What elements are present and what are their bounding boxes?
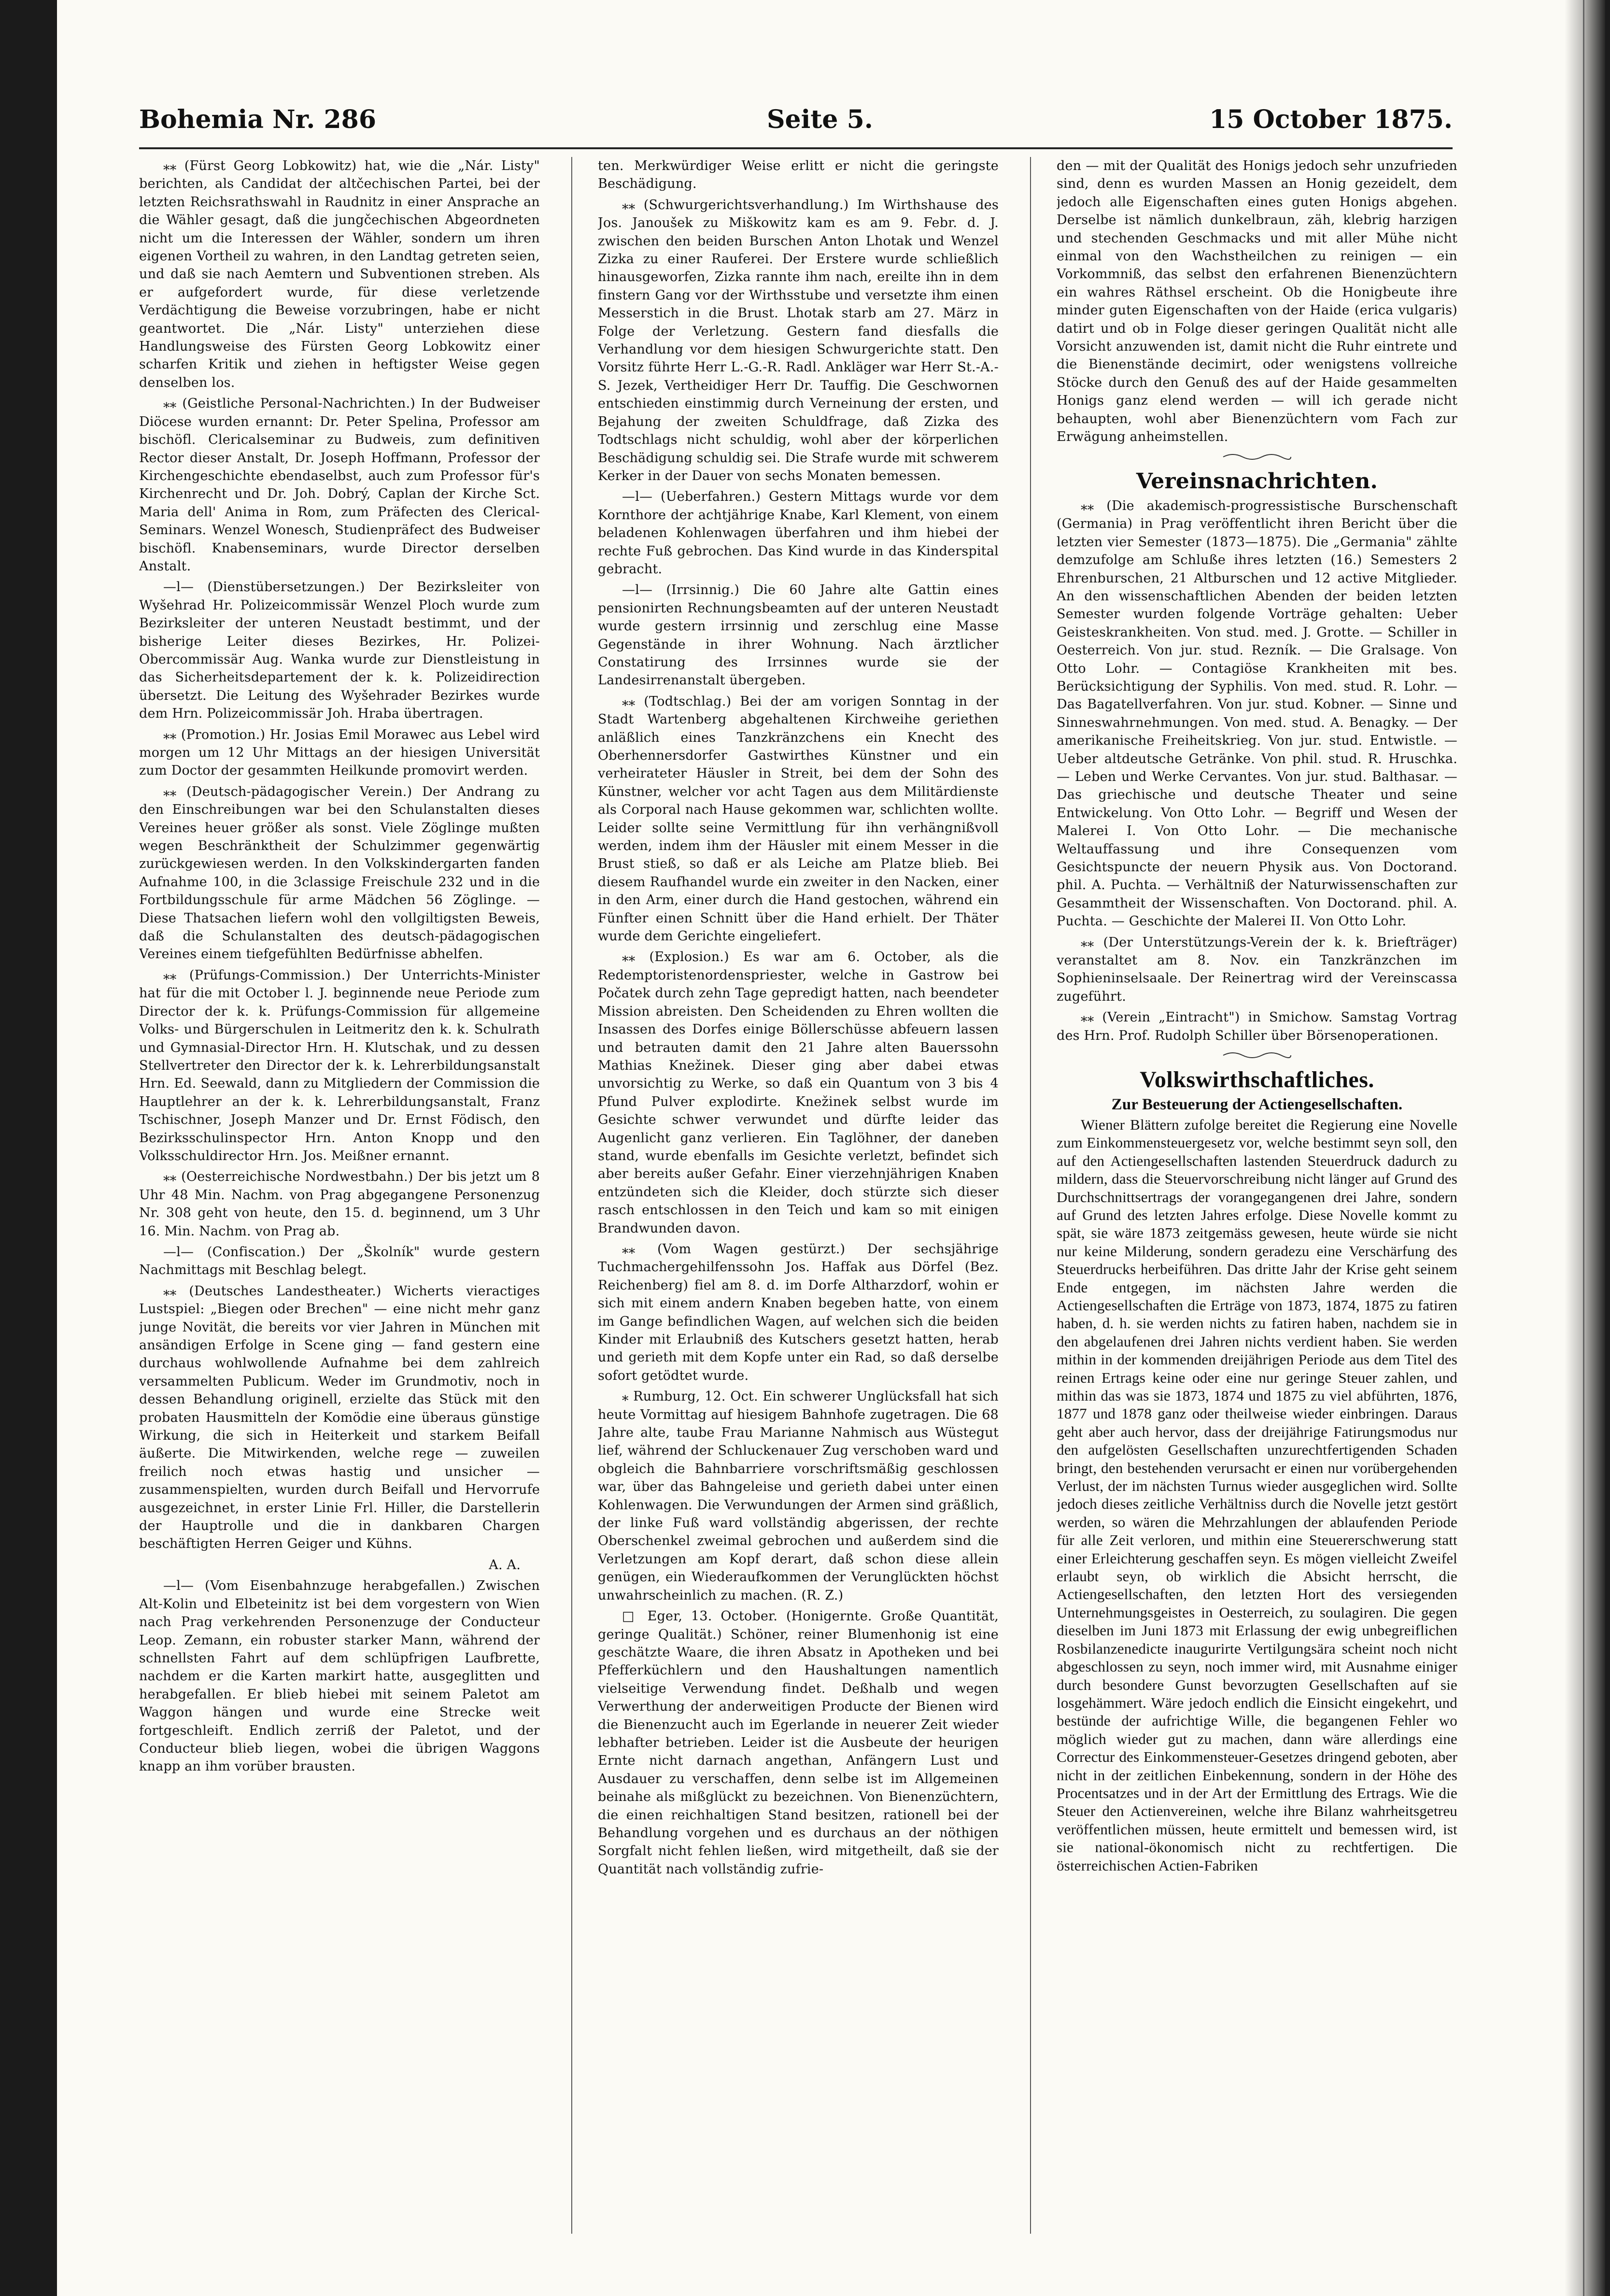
- article-honig-continuation: den — mit der Qualität des Honigs jedoch sehr unzufrieden sind, denn es wurden Massen an Honig gezeidelt, dem jedoch alle Eigenschaften eines guten Honigs abgehen. Derselbe ist nämlich dunkelbraun, zäh, klebrig harzigen und stechenden Geschmacks und mit aller Mühe nicht einmal von den Wachstheilchen zu reinigen — ein Vorkommniß, das selbst den erfahrenen Bienenzüchtern ein wahres Räthsel erscheint. Ob die Honigbeute ihre minder guten Eigenschaften von der Haide (erica vulgaris) datirt und ob in Folge dieser geringen Qualität nicht alle Vorsicht anzuwenden ist, damit nicht die Ruhr eintrete und die Bienenstände decimirt, oder wenigstens vollreiche Stöcke durch den Genuß des auf der Haide gesammelten Honigs ganz elend werden — will ich gerade nicht behaupten, wohl aber Bienenzüchtern vom Fach zur Erwägung anheimstellen.: [1057, 158, 1457, 445]
- article-explosion: ⁎⁎ (Explosion.) Es war am 6. October, als die Redemptoristenordenspriester, welche in Gastrow bei Počatek durch zehn Tage gepredigt hatten, nach beendeter Mission abreisten. Den Scheidenden zu Ehren wollten die Insassen des Dorfes einige Böllerschüsse abfeuern lassen und betrauten damit den 21 Jahre alten Bauerssohn Mathias Knežinek. Dieser ging aber dabei etwas unvorsichtig zu Werke, so daß ein Quantum von 3 bis 4 Pfund Pulver explodirte. Knežinek selbst wurde im Gesichte schwer verwundet und dürfte leider das Augenlicht ganz verlieren. Ein Taglöhner, der daneben stand, wurde ebenfalls im Gesichte verletzt, befindet sich aber bereits außer Gefahr. Einer vierzehnjährigen Knaben entzündeten sich die Kleider, doch stürzte sich dieser rasch entschlossen in den Teich und kam so mit einigen Brandwunden davon.: [598, 950, 999, 1236]
- article-eisenbahnzug: —l— (Vom Eisenbahnzuge herabgefallen.) Zwischen Alt-Kolin und Elbeteinitz ist bei dem vorgestern von Wien nach Prag verkehrenden Personenzuge der Conducteur Leop. Zemann, ein robuster starker Mann, während der schnellsten Fahrt auf dem schlüpfrigen Laufbrette, nachdem er die Karten markirt hatte, ausgeglitten und herabgefallen. Er blieb hiebei mit seinem Paletot am Waggon hängen und wurde eine Strecke weit fortgeschleift. Endlich zerriß der Paletot, und der Conducteur blieb liegen, wobei die übrigen Waggons knapp an ihm vorüber brausten.: [139, 1578, 540, 1774]
- article-rumburg: ⁎ Rumburg, 12. Oct. Ein schwerer Unglücksfall hat sich heute Vormittag auf hiesigem Bahnhofe zugetragen. Die 68 Jahre alte, taube Frau Marianne Nahmisch aus Wüstegut lief, während der Schluckenauer Zug verschoben ward und obgleich die Bahnbarriere vorschriftsmäßig geschlossen war, über das Bahngeleise und gerieth dabei unter einen Kohlenwagen. Die Verwundungen der Armen sind gräßlich, der linke Fuß ward vollständig abgerissen, der rechte Oberschenkel zweimal gebrochen und außerdem sind die Verletzungen am Kopf derart, daß schon diese allein genügen, ein Wiederaufkommen der Verunglückten höchst unwahrscheinlich zu machen. (R. Z.): [598, 1389, 999, 1603]
- column-3: [1057, 157, 1457, 2234]
- article-germania: ⁎⁎ (Die akademisch-progressistische Burschenschaft (Germania) in Prag veröffentlicht ihren Bericht über die letzten vier Semester (1873—1875). Die „Germania" zählte demzufolge am Schluße ihres letzten (16.) Semesters 2 Ehrenburschen, 21 Altburschen und 12 active Mitglieder. An den wissenschaftlichen Abenden der beiden letzten Semester wurden folgende Vorträge gehalten: Ueber Geisteskrankheiten. Von stud. med. J. Grotte. — Schiller in Oesterreich. Von jur. stud. Rezník. — Die Gralsage. Von Otto Lohr. — Contagiöse Krankheiten mit bes. Berücksichtigung der Syphilis. Von med. stud. R. Lohr. — Das Bagatellverfahren. Von jur. stud. Kobner. — Sinne und Sinneswahrnehmungen. Von med. stud. A. Benagky. — Der amerikanische Freiheitskrieg. Von jur. stud. Entwistle. — Ueber altdeutsche Getränke. Von phil. stud. R. Hruschka. — Leben und Werke Cervantes. Von jur. stud. Balthasar. — Das griechische und deutsche Theater und seine Entwickelung. Von Otto Lohr. — Begriff und Wesen der Malerei I. Von Otto Lohr. — Die mechanische Weltauffassung und ihre Consequenzen vom Gesichtspuncte der neuern Physik aus. Von Doctorand. phil. A. Puchta. — Verhältniß der Naturwissenschaften zur Gesammtheit der Wissenschaften. Von Doctorand. phil. A. Puchta. — Geschichte der Malerei II. Von Otto Lohr.: [1057, 498, 1457, 929]
- article-eger-honig: □ Eger, 13. October. (Honigernte. Große Quantität, geringe Qualität.) Schöner, reiner Blumenhonig ist eine geschätzte Waare, die ihren Absatz in Apotheken und bei Pfefferküchlern und den Haushaltungen namentlich vielseitige Verwendung findet. Deßhalb und wegen Verwerthung der anderweitigen Producte der Bienen wird die Bienenzucht auch im Egerlande in neuerer Zeit wieder lebhafter betrieben. Leider ist die Ausbeute der heurigen Ernte nicht darnach angethan, Anfängern Lust und Ausdauer zu verschaffen, denn selbe ist im Allgemeinen beinahe als mißglückt zu bezeichnen. Von Bienenzüchtern, die einen reichhaltigen Stand besitzen, rationell bei der Behandlung vorgehen und es durchaus an der nöthigen Sorgfalt nicht fehlen ließen, wird mitgetheilt, daß sie der Quantität nach vollständig zufrie-: [598, 1609, 999, 1877]
- divider-ornament: [1218, 450, 1296, 464]
- article-nordwestbahn: ⁎⁎ (Oesterreichische Nordwestbahn.) Der bis jetzt um 8 Uhr 48 Min. Nachm. von Prag abgegangene Personenzug Nr. 308 geht von heute, den 15. d. beginnend, um 3 Uhr 16. Min. Nachm. von Prag ab.: [139, 1169, 540, 1239]
- article-irrsinnig: —l— (Irrsinnig.) Die 60 Jahre alte Gattin eines pensionirten Rechnungsbeamten auf der unteren Neustadt wurde gestern irrsinnig und zerschlug eine Masse Gegenstände in ihrer Wohnung. Nach ärztlicher Constatirung des Irrsinnes wurde sie der Landesirrenanstalt übergeben.: [598, 582, 999, 688]
- article-heading-besteuerung: Zur Besteuerung der Actiengesellschaften.: [1111, 1095, 1403, 1113]
- article-geistliche-personal: ⁎⁎ (Geistliche Personal-Nachrichten.) In der Budweiser Diöcese wurden ernannt: Dr. Peter Spelina, Professor am bischöfl. Clericalseminar zu Budweis, zum definitiven Rector dieser Anstalt, Dr. Joseph Hoffmann, Professor der Kirchengeschichte ebendaselbst, auch zum Professor für's Kirchenrecht und Dr. Joh. Dobrý, Caplan der Kirche Sct. Maria dell' Anima in Rom, zum Präfecten des Clerical-Seminars. Wenzel Wonesch, Studienpräfect des Budweiser bischöfl. Knabenseminars, wurde Director derselben Anstalt.: [139, 396, 540, 574]
- header-rule: [139, 147, 1453, 149]
- article-vom-wagen: ⁎⁎ (Vom Wagen gestürzt.) Der sechsjährige Tuchmachergehilfenssohn Jos. Haffak aus Dörfel (Bez. Reichenberg) fiel am 8. d. im Dorfe Altharzdorf, wohin er sich mit einem andern Knaben begeben hatte, von einem im Gange befindlichen Wagen, auf welchen sich die beiden Kinder mit Erlaubniß des Kutschers gesetzt hatten, herab und gerieth mit dem Kopfe unter ein Rad, so daß derselbe sofort getödtet wurde.: [598, 1241, 999, 1383]
- section-divider: [1218, 450, 1296, 464]
- header-issue: Bohemia Nr. 286: [139, 105, 377, 134]
- article-todtschlag: ⁎⁎ (Todtschlag.) Bei der am vorigen Sonntag in der Stadt Wartenberg abgehaltenen Kirchweihe geriethen anläßlich eines Tanzkränzchens ein Knecht des Oberhennersdorfer Gastwirthes Künstner und ein verheirateter Häusler in Streit, bei dem der Sohn des Künstner, welcher vor acht Tagen aus dem Militärdienste als Corporal nach Hause gekommen war, schlichten wollte. Leider sollte seine Vermittlung für ihn verhängnißvoll werden, indem ihm der Häusler mit einem Messer in die Brust stieß, so daß er als Leiche am Platze blieb. Bei diesem Raufhandel wurde ein zweiter in den Nacken, einer in den Arm, einer durch die Hand gestochen, während ein Fünfter einen Schnitt über die Hand erhielt. Der Thäter wurde dem Gerichte eingeliefert.: [598, 694, 999, 944]
- header-page-number: Seite 5.: [767, 105, 873, 134]
- article-besteuerung-body: Wiener Blättern zufolge bereitet die Regierung eine Novelle zum Einkommensteuergesetz vor, welche bestimmt seyn soll, den auf den Actiengesellschaften lastenden Steuerdruck dadurch zu mildern, dass die Steuervorschreibung nicht länger auf Grund des Durchschnittsertrags der vorangegangenen drei Jahre, sondern auf Grund des letzten Jahres erfolge. Diese Novelle kommt zu spät, sie wäre 1873 zeitgemäss gewesen, heute würde sie nicht nur keine Milderung, sondern geradezu eine Verschärfung des Steuerdrucks herbeiführen. Das dritte Jahr der Krise geht seinem Ende entgegen, im nächsten Jahre werden die Actiengesellschaften die Erträge von 1873, 1874, 1875 zu fatiren haben, d. h. sie werden nichts zu fatiren haben, nachdem sie in den abgelaufenen drei Jahren nichts verdient haben. Sie werden mithin in der kommenden dreijährigen Periode aus dem Titel des reinen Ertrags keine oder eine nur geringe Steuer zahlen, und mithin das was sie 1873, 1874 und 1875 zu viel abführten, 1876, 1877 und 1878 ganz oder theilweise wieder einbringen. Daraus geht aber auch hervor, dass der dreijährige Fatirungsmodus nur den aufgelösten Gesellschaften unzurechtfertigenden Schaden bringt, den bestehenden verursacht er einen nur vorübergehenden Verlust, der im nächsten Turnus wieder ausgeglichen wird. Sollte jedoch dieses zeitliche Verhältniss durch die Novelle jetzt gestört werden, so wären die Mehrzahlungen der ablaufenden Periode für alle Zeit verloren, und mithin eine Steuererschwerung statt einer Erleichterung geschaffen seyn. Es mögen vielleicht Zweifel erlaubt seyn, ob wirklich die Absicht herrscht, die Actiengesellschaften, den letzten Hort des versiegenden Unternehmungsgeistes in Oesterreich, zu soulagiren. Die gegen dieselben im Juni 1873 mit Erlassung der ewig unbegreiflichen Rosbilanzenedicte inaugurirte Vertilgungsära scheint noch nicht abgeschlossen zu seyn, noch immer wird, mit Ausnahme einiger durch besondere Gunst bevorzugten Gesellschaften auf sie losgehämmert. Wäre jedoch endlich die Einsicht eingekehrt, und bestünde der aufrichtige Wille, die begangenen Fehler wo möglich wieder gut zu machen, dann wäre allerdings eine Correctur des Einkommensteuer-Gesetzes dringend geboten, aber nicht in der zeitlichen Einbekennung, sondern in der Höhe des Procentsatzes und in der Art der Ermittlung des Ertrags. Wie die Steuer den Actienvereinen, welche ihre Bilanz wahrheitsgetreu veröffentlichen müssen, heute ermittelt und bemessen wird, ist sie national-ökonomisch nicht zu rechtfertigen. Die österreichischen Actien-Fabriken: [1057, 1116, 1457, 1874]
- section-divider: [1218, 1049, 1296, 1062]
- header-date: 15 October 1875.: [1209, 105, 1453, 134]
- article-promotion: ⁎⁎ (Promotion.) Hr. Josias Emil Morawec aus Lebel wird morgen um 12 Uhr Mittags an der hiesigen Universität zum Doctor der gesammten Heilkunde promovirt werden.: [139, 727, 540, 779]
- article-lobkowitz: ⁎⁎ (Fürst Georg Lobkowitz) hat, wie die „Nár. Listy" berichten, als Candidat der altčechischen Partei, bei der letzten Reichsrathswahl in Raudnitz in einer Ansprache an die Wähler gesagt, daß die jungčechischen Abgeordneten nicht um die Interessen der Wähler, sondern um ihren eigenen Vortheil zu wahren, in den Landtag getreten seien, und daß sie nach Aemtern und Subventionen streben. Als er aufgefordert wurde, für diese verletzende Verdächtigung die Beweise vorzubringen, habe er nicht geantwortet. Die „Nár. Listy" unterziehen diese Handlungsweise des Fürsten Georg Lobkowitz einer scharfen Kritik und ziehen in heftigster Weise gegen denselben los.: [139, 158, 540, 390]
- article-confiscation: —l— (Confiscation.) Der „Školník" wurde gestern Nachmittags mit Beschlag belegt.: [139, 1244, 540, 1278]
- article-continuation: ten. Merkwürdiger Weise erlitt er nicht die geringste Beschädigung.: [598, 158, 999, 192]
- section-title-vereinsnachrichten: Vereinsnachrichten.: [1136, 468, 1378, 494]
- page-edge-shadow: [1565, 0, 1605, 2296]
- article-landestheater: ⁎⁎ (Deutsches Landestheater.) Wicherts vieractiges Lustspiel: „Biegen oder Brechen" — eine nicht mehr ganz junge Novität, die bereits vor vier Jahren in München mit ansändigen Erfolge in Scene ging — fand gestern eine durchaus wohlwollende Aufnahme bei dem zahlreich versammelten Publicum. Weder im Grundmotiv, noch in dessen Behandlung originell, erzielte das Stück mit den probaten Hausmitteln der Komödie eine überaus günstige Wirkung, die sich in Heiterkeit und starkem Beifall äußerte. Die Mitwirkenden, welche rege — zuweilen freilich noch etwas hastig und unsicher — zusammenspielten, wurden durch Beifall und Hervorrufe ausgezeichnet, in erster Linie Frl. Hiller, die Darstellerin der Hauptrolle und die in dankbaren Chargen beschäftigten Herren Geiger und Kühns.: [139, 1283, 540, 1552]
- column-rule: [1030, 157, 1031, 2234]
- article-signature: A. A.: [489, 1557, 521, 1573]
- column-2: [598, 157, 999, 2234]
- article-brieftraeger: ⁎⁎ (Der Unterstützungs-Verein der k. k. Briefträger) veranstaltet am 8. Nov. ein Tanzkränzchen im Sophieninselsaale. Der Reinertrag wird der Vereinscassa zugeführt.: [1057, 935, 1457, 1004]
- article-dienstuebersetzungen: —l— (Dienstübersetzungen.) Der Bezirksleiter von Wyšehrad Hr. Polizeicommissär Wenzel Ploch wurde zum Bezirksleiter der unteren Neustadt bestimmt, und der bisherige Leiter dieses Bezirkes, Hr. Polizei-Obercommissär Aug. Wanka wurde zur Dienstleistung in das Sicherheitsdepartement der k. k. Polizeidirection übersetzt. Die Leitung des Wyšehrader Bezirkes wurde dem Hrn. Polizeicommissär Joh. Hraba übertragen.: [139, 580, 540, 722]
- column-1: [139, 157, 540, 2234]
- column-rule: [571, 157, 572, 2234]
- article-pruefungs-commission: ⁎⁎ (Prüfungs-Commission.) Der Unterrichts-Minister hat für die mit October l. J. beginnende neue Periode zum Director der k. k. Prüfungs-Commission für allgemeine Volks- und Bürgerschulen in Leitmeritz den k. k. Schulrath und Gymnasial-Director Hrn. H. Klutschak, und zu dessen Stellvertreter den Director der k. k. Lehrerbildungsanstalt Hrn. Ed. Seewald, dann zu Mitgliedern der Commission die Hauptlehrer an der k. k. Lehrerbildungsanstalt, Franz Tschischner, Joseph Manzer und Dr. Ernst Födisch, den Bezirksschulinspector Hrn. Anton Knopp und den Volksschuldirector Hrn. Jos. Meißner ernannt.: [139, 967, 540, 1163]
- divider-ornament: [1218, 1049, 1296, 1062]
- section-title-volkswirthschaftliches: Volkswirthschaftliches.: [1140, 1067, 1374, 1093]
- article-eintracht: ⁎⁎ (Verein „Eintracht") in Smichow. Samstag Vortrag des Hrn. Prof. Rudolph Schiller über Börsenoperationen.: [1057, 1010, 1457, 1043]
- article-schwurgericht: ⁎⁎ (Schwurgerichtsverhandlung.) Im Wirthshause des Jos. Janoušek zu Miškowitz kam es am 9. Febr. d. J. zwischen den beiden Burschen Anton Lhotak und Wenzel Zizka zu einer Rauferei. Der Erstere wurde schließlich hinausgeworfen, Zizka rannte ihm nach, ereilte ihn in dem finstern Gang vor der Wirthsstube und versetzte ihm einen Messerstich in die Brust. Lhotak starb am 27. März in Folge der Verletzung. Gestern fand diesfalls die Verhandlung vor dem hiesigen Schwurgerichte statt. Den Vorsitz führte Herr L.-G.-R. Radl. Ankläger war Herr St.-A.-S. Jezek, Vertheidiger Herr Dr. Tauffig. Die Geschwornen entschieden einstimmig durch Verneinung der ersten, und Bejahung der zweiten Schuldfrage, daß Zizka des Todtschlags nicht schuldig, wohl aber der körperlichen Beschädigung schuldig sei. Die Strafe wurde mit schwerem Kerker in der Dauer von sechs Monaten bemessen.: [598, 197, 999, 483]
- newspaper-page: [57, 0, 1605, 2296]
- article-paedagogischer-verein: ⁎⁎ (Deutsch-pädagogischer Verein.) Der Andrang zu den Einschreibungen war bei den Schulanstalten dieses Vereines heuer größer als sonst. Viele Zöglinge mußten wegen Beschränktheit der Schulzimmer gegenwärtig zurückgewiesen werden. In den Volkskindergarten fanden Aufnahme 100, in die 3classige Freischule 232 und in die Fortbildungsschule für arme Mädchen 56 Zöglinge. — Diese Thatsachen liefern wohl den vollgiltigsten Beweis, daß die Schulanstalten des deutsch-pädagogischen Vereines einem tiefgefühlten Bedürfnisse abhelfen.: [139, 784, 540, 962]
- article-ueberfahren: —l— (Ueberfahren.) Gestern Mittags wurde vor dem Kornthore der achtjährige Knabe, Karl Klement, von einem beladenen Kohlenwagen überfahren und ihm hiebei der rechte Fuß gebrochen. Das Kind wurde in das Kinderspital gebracht.: [598, 489, 999, 577]
- page-header: [139, 99, 1453, 142]
